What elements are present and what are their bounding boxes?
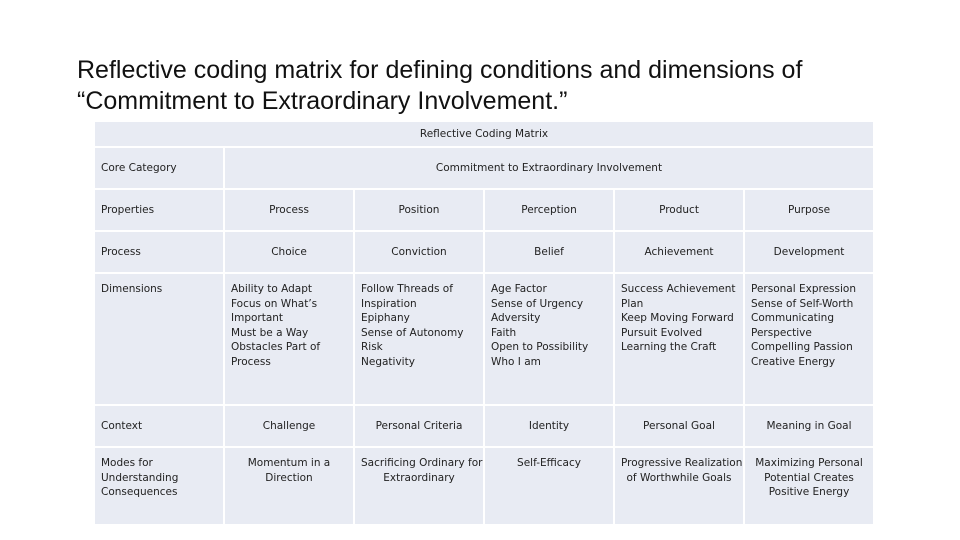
cell-line: Self-Efficacy <box>517 457 581 469</box>
cell-line: of Worthwhile Goals <box>626 471 732 484</box>
cell-line: Pursuit Evolved <box>621 326 703 339</box>
cell-line: Adversity <box>491 312 541 324</box>
table-cell <box>354 447 484 525</box>
cell-line: Understanding <box>101 471 179 484</box>
table-cell: Meaning in Goal <box>744 405 874 447</box>
cell-line: Epiphany <box>361 312 410 324</box>
cell-line: Perspective <box>751 326 812 339</box>
cell-line: Modes for <box>101 457 153 469</box>
cell-line: Must be a Way <box>231 326 309 339</box>
dimensions-cell-conviction <box>354 273 484 405</box>
slide-title <box>77 55 937 117</box>
cell-line: Extraordinary <box>383 471 455 484</box>
table-cell: Purpose <box>744 189 874 231</box>
cell-line: Obstacles Part of <box>231 341 321 353</box>
cell-line: Positive Energy <box>768 486 850 498</box>
slide-title-line-2: “Commitment to Extraordinary Involvement.” <box>77 87 568 115</box>
slide-title-line-1: Reflective coding matrix for defining conditions and dimensions of <box>77 56 803 84</box>
cell-line: Process <box>231 355 271 368</box>
context-row <box>94 405 874 447</box>
dimensions-row <box>94 273 874 405</box>
table-cell: Development <box>744 231 874 273</box>
table-cell: Position <box>354 189 484 231</box>
table-cell: Product <box>614 189 744 231</box>
cell-line: Negativity <box>361 355 415 368</box>
cell-line: Follow Threads of <box>361 283 453 295</box>
row-header-context: Context <box>94 405 224 447</box>
table-cell: Perception <box>484 189 614 231</box>
row-header-process: Process <box>94 231 224 273</box>
cell-line: Communicating <box>751 312 835 324</box>
row-header-dimensions: Dimensions <box>94 273 224 405</box>
cell-line: Keep Moving Forward <box>621 312 734 324</box>
cell-line: Sacrificing Ordinary for <box>361 457 483 469</box>
cell-line: Learning the Craft <box>621 341 717 353</box>
table-cell: Process <box>224 189 354 231</box>
dimensions-cell-belief <box>484 273 614 405</box>
properties-row <box>94 189 874 231</box>
table-cell: Achievement <box>614 231 744 273</box>
table-cell: Personal Criteria <box>354 405 484 447</box>
modes-row <box>94 447 874 525</box>
row-header-modes <box>94 447 224 525</box>
table-cell: Personal Goal <box>614 405 744 447</box>
cell-line: Compelling Passion <box>751 341 853 353</box>
matrix-caption: Reflective Coding Matrix <box>94 121 874 147</box>
table-cell: Conviction <box>354 231 484 273</box>
cell-line: Progressive Realization <box>621 457 743 469</box>
dimensions-cell-achievement <box>614 273 744 405</box>
cell-line: Focus on What’s <box>231 297 318 310</box>
cell-line: Personal Expression <box>751 283 856 295</box>
core-category-row <box>94 147 874 189</box>
table-cell <box>614 447 744 525</box>
table-cell <box>224 447 354 525</box>
cell-line: Age Factor <box>491 283 547 295</box>
dimensions-cell-development <box>744 273 874 405</box>
cell-line: Sense of Urgency <box>491 297 584 310</box>
cell-line: Direction <box>265 471 313 484</box>
table-cell: Choice <box>224 231 354 273</box>
cell-line: Momentum in a <box>247 457 331 469</box>
cell-line: Risk <box>361 341 383 353</box>
cell-line: Sense of Autonomy <box>361 326 464 339</box>
cell-line: Sense of Self-Worth <box>751 297 854 310</box>
matrix-caption-row <box>94 121 874 147</box>
cell-line: Open to Possibility <box>491 341 589 353</box>
cell-line: Ability to Adapt <box>231 283 313 295</box>
table-cell: Belief <box>484 231 614 273</box>
cell-line: Inspiration <box>361 297 417 310</box>
table-cell: Challenge <box>224 405 354 447</box>
cell-line: Maximizing Personal <box>755 457 863 469</box>
cell-line: Who I am <box>491 355 541 368</box>
table-cell <box>484 447 614 525</box>
row-header-core-category: Core Category <box>94 147 224 189</box>
cell-line: Potential Creates <box>764 471 854 484</box>
cell-line: Success Achievement <box>621 283 736 295</box>
row-header-properties: Properties <box>94 189 224 231</box>
core-category-value: Commitment to Extraordinary Involvement <box>224 147 874 189</box>
dimensions-cell-choice <box>224 273 354 405</box>
table-cell: Identity <box>484 405 614 447</box>
reflective-coding-matrix-table <box>93 120 875 526</box>
cell-line: Consequences <box>101 486 178 498</box>
table-cell <box>744 447 874 525</box>
cell-line: Faith <box>491 326 517 339</box>
cell-line: Creative Energy <box>751 355 836 368</box>
process-row <box>94 231 874 273</box>
cell-line: Important <box>231 312 284 324</box>
cell-line: Plan <box>621 297 644 310</box>
